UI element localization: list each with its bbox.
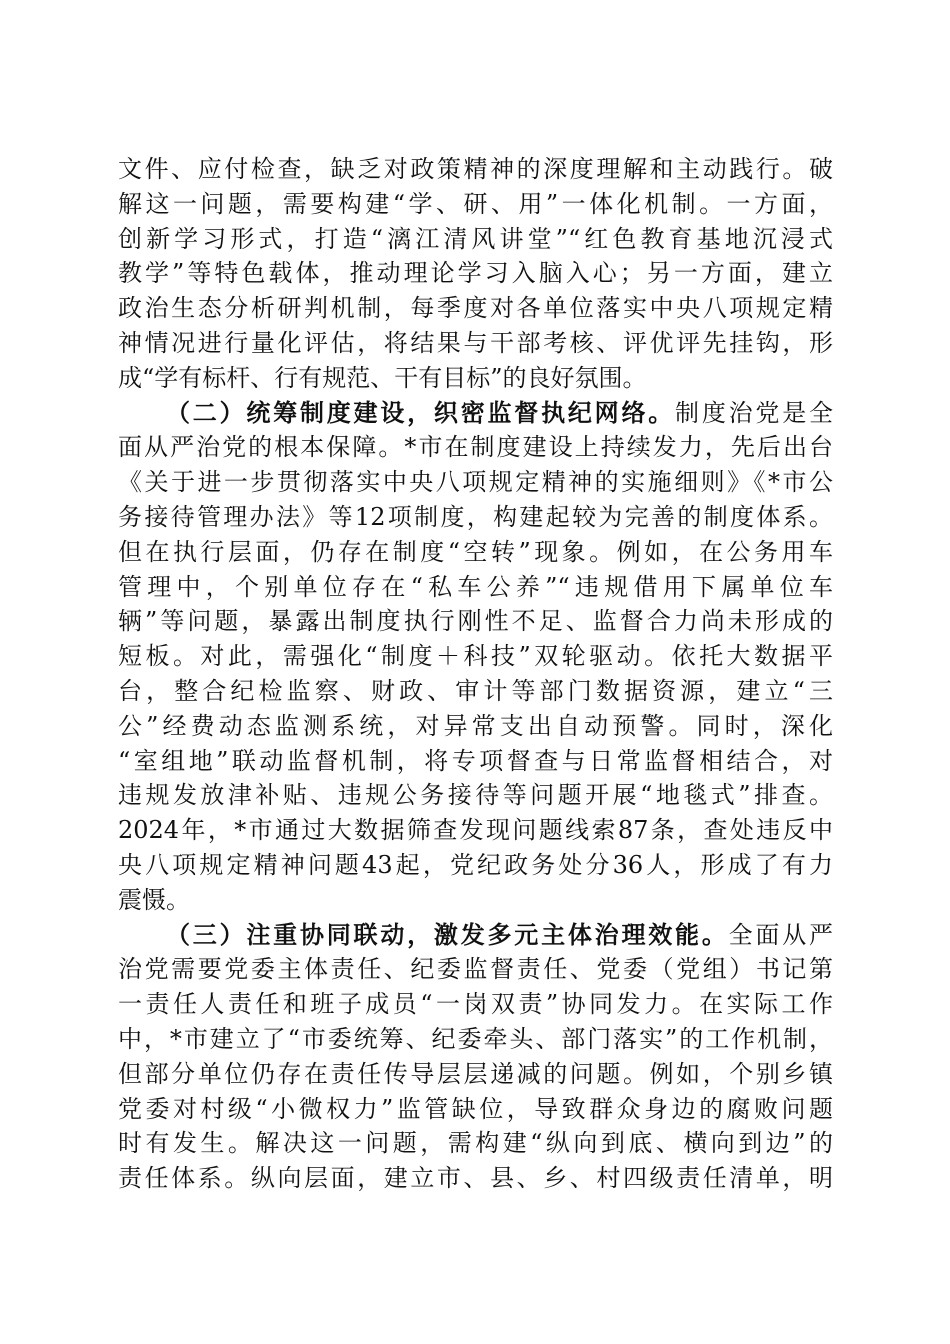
text-line: 短板。对此，需强化“制度＋科技”双轮驱动。依托大数据平	[118, 642, 833, 671]
text-line: 一责任人责任和班子成员“一岗双责”协同发力。在实际工作	[118, 990, 833, 1019]
text-line: 神情况进行量化评估，将结果与干部考核、评优评先挂钩，形	[118, 328, 833, 357]
text-line: 政治生态分析研判机制，每季度对各单位落实中央八项规定精	[118, 294, 833, 323]
section-heading-3: （三）注重协同联动，激发多元主体治理效能。	[166, 919, 729, 949]
text-line: “室组地”联动监督机制，将专项督查与日常监督相结合，对	[118, 746, 833, 775]
text-line: 教学”等特色载体，推动理论学习入脑入心；另一方面，建立	[118, 259, 833, 288]
text-line: 2024年，*市通过大数据筛查发现问题线索87条，查处违反中	[118, 816, 833, 845]
text-line: 管理中，个别单位存在“私车公养”“违规借用下属单位车	[118, 572, 833, 601]
text-line: 务接待管理办法》等12项制度，构建起较为完善的制度体系。	[118, 502, 833, 531]
text-line: 文件、应付检查，缺乏对政策精神的深度理解和主动践行。破	[118, 155, 833, 183]
section-heading-2: （二）统筹制度建设，织密监督执纪网络。	[166, 397, 676, 427]
text-line: 成“学有标杆、行有规范、干有目标”的良好氛围。	[118, 363, 647, 392]
text-line: 面从严治党的根本保障。*市在制度建设上持续发力，先后出台	[118, 433, 833, 462]
text-line: 震慑。	[118, 885, 190, 914]
text-line: 治党需要党委主体责任、纪委监督责任、党委（党组）书记第	[118, 955, 833, 984]
text-line	[118, 918, 833, 953]
text-line	[118, 396, 833, 431]
paragraph-2	[118, 396, 833, 918]
text-line: 解这一问题，需要构建“学、研、用”一体化机制。一方面，	[118, 189, 833, 218]
text-line: 台，整合纪检监察、财政、审计等部门数据资源，建立“三	[118, 676, 833, 705]
text-line: 辆”等问题，暴露出制度执行刚性不足、监督合力尚未形成的	[118, 607, 833, 636]
text-line: 中，*市建立了“市委统筹、纪委牵头、部门落实”的工作机制，	[118, 1024, 833, 1053]
text-line: 违规发放津补贴、违规公务接待等问题开展“地毯式”排查。	[118, 781, 833, 810]
text-line: 《关于进一步贯彻落实中央八项规定精神的实施细则》《*市公	[118, 468, 833, 497]
text-line: 央八项规定精神问题43起，党纪政务处分36人，形成了有力	[118, 850, 833, 879]
text-line: 公”经费动态监测系统，对异常支出自动预警。同时，深化	[118, 711, 833, 740]
document-body	[118, 152, 833, 1196]
text-span: 全面从严	[728, 920, 833, 949]
text-line: 但在执行层面，仍存在制度“空转”现象。例如，在公务用车	[118, 537, 833, 566]
text-span: 制度治党是全	[675, 398, 833, 427]
text-line: 党委对村级“小微权力”监管缺位，导致群众身边的腐败问题	[118, 1094, 833, 1123]
text-line: 但部分单位仍存在责任传导层层递减的问题。例如，个别乡镇	[118, 1059, 833, 1088]
text-line: 时有发生。解决这一问题，需构建“纵向到底、横向到边”的	[118, 1129, 833, 1158]
text-line: 责任体系。纵向层面，建立市、县、乡、村四级责任清单，明	[118, 1164, 833, 1193]
paragraph-1	[118, 152, 833, 396]
paragraph-3	[118, 918, 833, 1196]
text-line: 创新学习形式，打造“漓江清风讲堂”“红色教育基地沉浸式	[118, 224, 833, 253]
